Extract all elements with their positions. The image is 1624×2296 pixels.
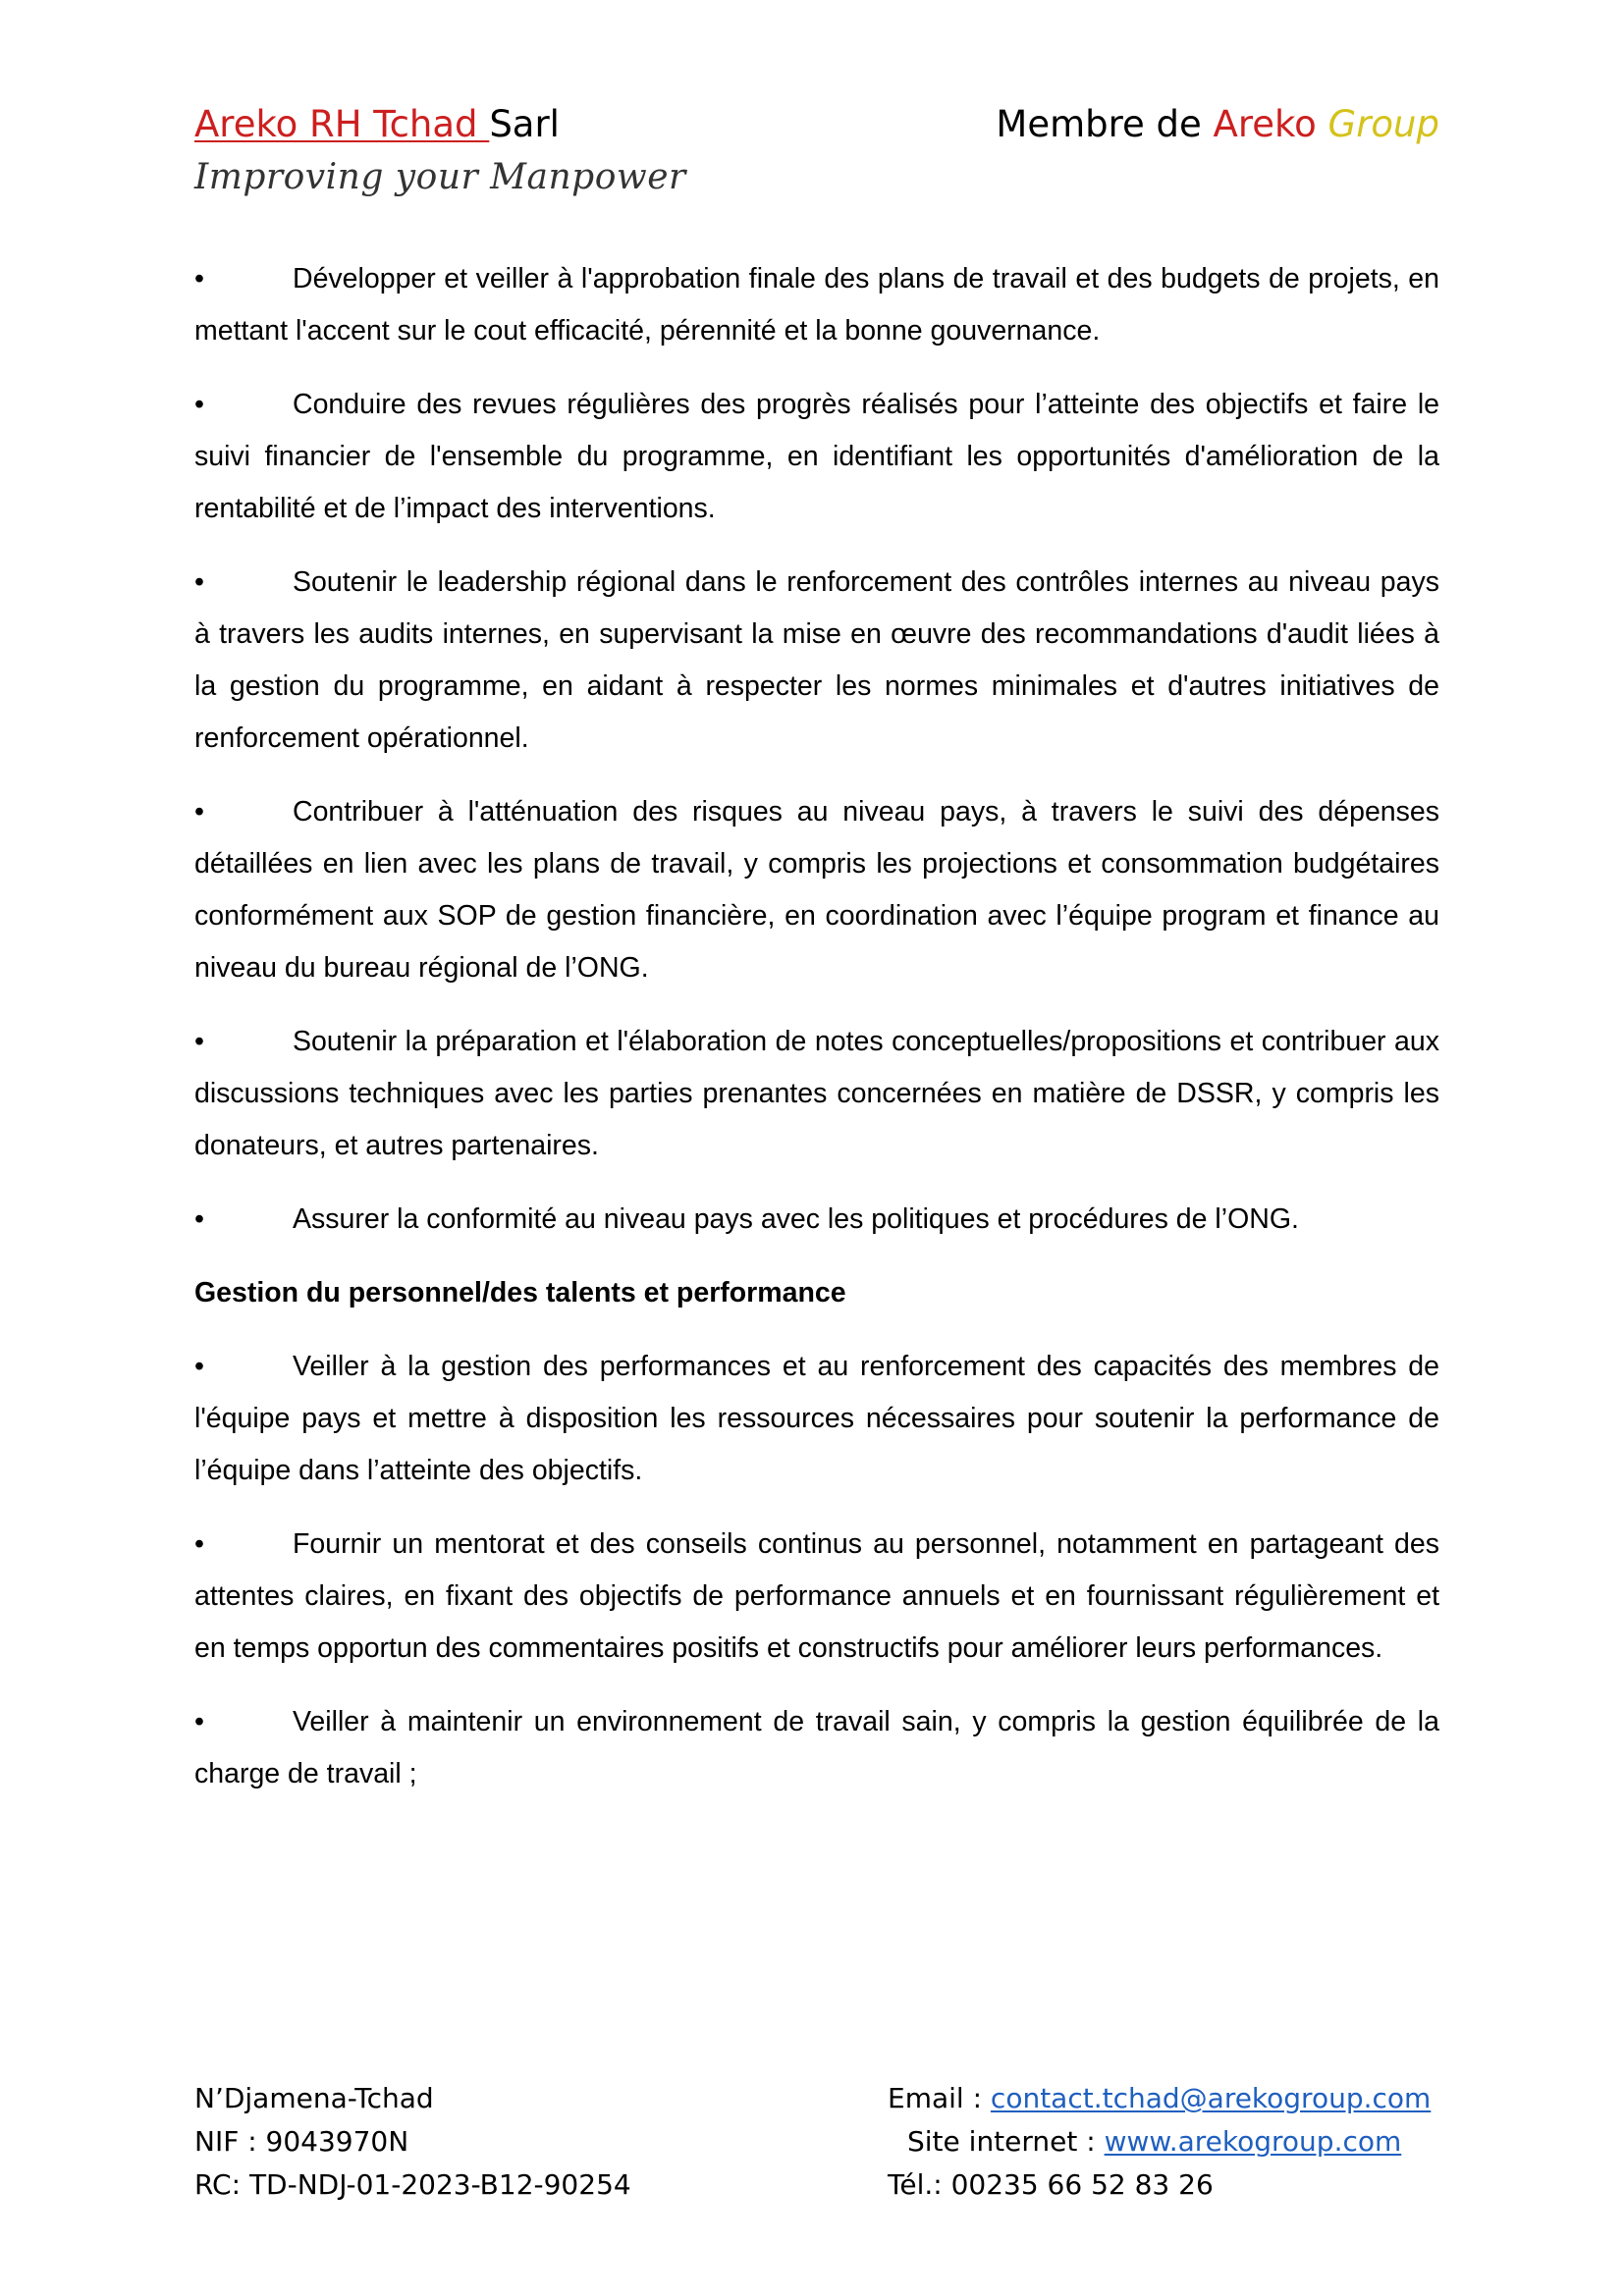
footer-nif: NIF : 9043970N [194, 2125, 409, 2158]
footer-rc: RC: TD-NDJ-01-2023-B12-90254 [194, 2168, 631, 2201]
bullet-paragraph [194, 786, 1439, 994]
paragraph-text: Fournir un mentorat et des conseils continus au personnel, notamment en partageant des attentes claires, en fixant des objectifs de performance annuels et en fournissant régulièrement et en temps opportun des commentaires positifs et constructifs pour améliorer leurs performances. [194, 1528, 1439, 1664]
document-body [194, 253, 1439, 1822]
member-of-group [996, 100, 1439, 149]
website-link[interactable]: www.arekogroup.com [1104, 2125, 1402, 2158]
bullet-paragraph [194, 557, 1439, 765]
footer-email-line [888, 2077, 1431, 2120]
email-label: Email : [888, 2082, 991, 2114]
bullet-icon: • [194, 389, 204, 420]
bullet-icon: • [194, 1026, 204, 1057]
member-brand: Areko [1213, 103, 1317, 145]
bullet-paragraph [194, 1194, 1439, 1246]
company-name [194, 100, 560, 149]
bullet-icon: • [194, 796, 204, 828]
bullet-icon: • [194, 566, 204, 598]
paragraph-text: Développer et veiller à l'approbation finale des plans de travail et des budgets de projets, en mettant l'accent sur le cout efficacité, pérennité et la bonne gouvernance. [194, 263, 1439, 347]
bullet-icon: • [194, 1706, 204, 1737]
footer-city: N’Djamena-Tchad [194, 2082, 434, 2114]
company-tagline: Improving your Manpower [194, 157, 686, 197]
paragraph-text: Assurer la conformité au niveau pays avec les politiques et procédures de l’ONG. [293, 1203, 1299, 1235]
bullet-paragraph [194, 1519, 1439, 1675]
section-heading: Gestion du personnel/des talents et performance [194, 1277, 846, 1308]
paragraph-text: Soutenir la préparation et l'élaboration de notes conceptuelles/propositions et contribuer aux discussions techniques avec les parties prenantes concernées en matière de DSSR, y compris les donateurs, et autres partenaires. [194, 1026, 1439, 1161]
footer-phone: Tél.: 00235 66 52 83 26 [888, 2168, 1214, 2201]
bullet-icon: • [194, 1351, 204, 1382]
site-label: Site internet : [907, 2125, 1105, 2158]
paragraph-text: Soutenir le leadership régional dans le renforcement des contrôles internes au niveau pays à travers les audits internes, en supervisant la mise en œuvre des recommandations d'audit liées à la gestion du programme, en aidant à respecter les normes minimales et d'autres initiatives de renforcement opérationnel. [194, 566, 1439, 754]
paragraph-text: Veiller à maintenir un environnement de travail sain, y compris la gestion équilibrée de la charge de travail ; [194, 1706, 1439, 1789]
bullet-icon: • [194, 1203, 204, 1235]
page-footer [194, 2077, 1439, 2215]
bullet-paragraph [194, 1341, 1439, 1497]
footer-site-line [888, 2120, 1431, 2163]
bullet-icon: • [194, 1528, 204, 1560]
member-prefix: Membre de [996, 103, 1214, 145]
bullet-paragraph [194, 1016, 1439, 1172]
company-suffix: Sarl [489, 103, 560, 145]
paragraph-text: Contribuer à l'atténuation des risques au niveau pays, à travers le suivi des dépenses détaillées en lien avec les plans de travail, y compris les projections et consommation budgétaires conformément aux SOP de gestion financière, en coordination avec l’équipe program et finance au niveau du bureau régional de l’ONG. [194, 796, 1439, 984]
bullet-icon: • [194, 263, 204, 294]
paragraph-text: Conduire des revues régulières des progrès réalisés pour l’atteinte des objectifs et faire le suivi financier de l'ensemble du programme, en identifiant les opportunités d'amélioration de la rentabilité et de l’impact des interventions. [194, 389, 1439, 524]
footer-contact-info [888, 2077, 1431, 2207]
member-group: Group [1327, 103, 1439, 145]
company-name-red: Areko RH Tchad [194, 103, 490, 145]
paragraph-text: Veiller à la gestion des performances et au renforcement des capacités des membres de l'équipe pays et mettre à disposition les ressources nécessaires pour soutenir la performance de l’équipe dans l’atteinte des objectifs. [194, 1351, 1439, 1486]
bullet-paragraph [194, 1696, 1439, 1800]
bullet-paragraph [194, 379, 1439, 535]
email-link[interactable]: contact.tchad@arekogroup.com [990, 2082, 1432, 2114]
letterhead [194, 100, 1439, 208]
footer-company-info [194, 2077, 631, 2207]
bullet-paragraph [194, 253, 1439, 357]
